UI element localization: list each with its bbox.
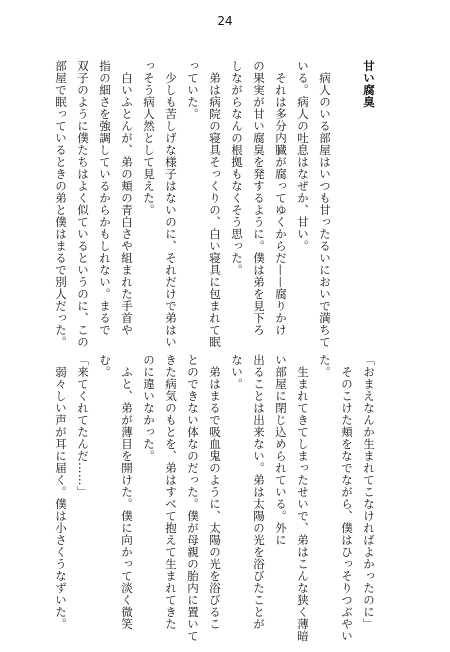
text-line: それは多分内臓が腐ってゆくからだ——腐りかけ — [274, 60, 288, 336]
text-line: の果実が甘い腐臭を発するように。僕は弟を見下ろ — [252, 60, 266, 336]
text-line: 病人のいる部屋はいつも甘ったるいにおいで満ちて — [318, 60, 332, 348]
text-line: 部屋で眠っているときの弟と僕はまるで別人だった。 — [54, 60, 68, 348]
text-line — [336, 60, 358, 330]
text-line: 少しも苦しげな様子はないのに、それだけで弟はい — [164, 60, 178, 348]
bottom-text-block — [50, 354, 380, 642]
text-line: 弟は病院の寝具そっくりの、白い寝具に包まれて眠 — [208, 60, 222, 348]
text-line: 白いふとんが、弟の頬の青白さや組まれた手首や — [120, 60, 134, 336]
page-number: 24 — [217, 14, 233, 28]
text-line: 弱々しい声が耳に届く。僕は小さくうなずいた。 — [54, 354, 68, 630]
text-line: っそう病人然として見えた。 — [142, 60, 156, 216]
text-line: いる。病人の吐息はなぜか、甘い。 — [296, 60, 310, 252]
text-line: 生まれてきてしまったせいで、弟はこんな狭く薄暗 — [296, 354, 310, 642]
text-line: ふと、弟が薄目を開けた。僕に向かって淡く微笑 — [120, 354, 134, 630]
top-text-block — [50, 60, 380, 348]
text-line: 指の細さを強調しているからかもしれない。まるで — [98, 60, 112, 336]
text-line: む。 — [98, 354, 112, 378]
text-line: ない。 — [230, 354, 244, 390]
text-line: 弟はまるで吸血鬼のように、太陽の光を浴びるこ — [208, 354, 222, 630]
text-line: きた病気のもとを、弟はすべて抱えて生まれてきた — [164, 354, 178, 630]
text-line: のに違いなかった。 — [142, 354, 156, 462]
text-line: た。 — [318, 354, 332, 378]
chapter-heading: 甘い腐臭 — [362, 60, 376, 108]
text-line: 「来てくれてたんだ……」 — [76, 354, 90, 498]
text-line: 双子のように僕たちはよく似ているというのに、この — [76, 60, 90, 348]
text-line: とのできない体なのだった。僕が母親の胎内に置いて — [186, 354, 200, 642]
text-line: 出ることは出来ない。弟は太陽の光を浴びたことが — [252, 354, 266, 630]
text-line: そのこけた頬をなでながら、僕はひっそりつぶやい — [340, 354, 354, 642]
text-line: 「おまえなんか生まれてこなければよかったのに」 — [362, 354, 376, 630]
text-line: い部屋に閉じ込められている。外に — [274, 354, 288, 546]
text-line: っていた。 — [186, 60, 200, 120]
text-line: しながらなんの根拠もなくそう思った。 — [230, 60, 244, 276]
